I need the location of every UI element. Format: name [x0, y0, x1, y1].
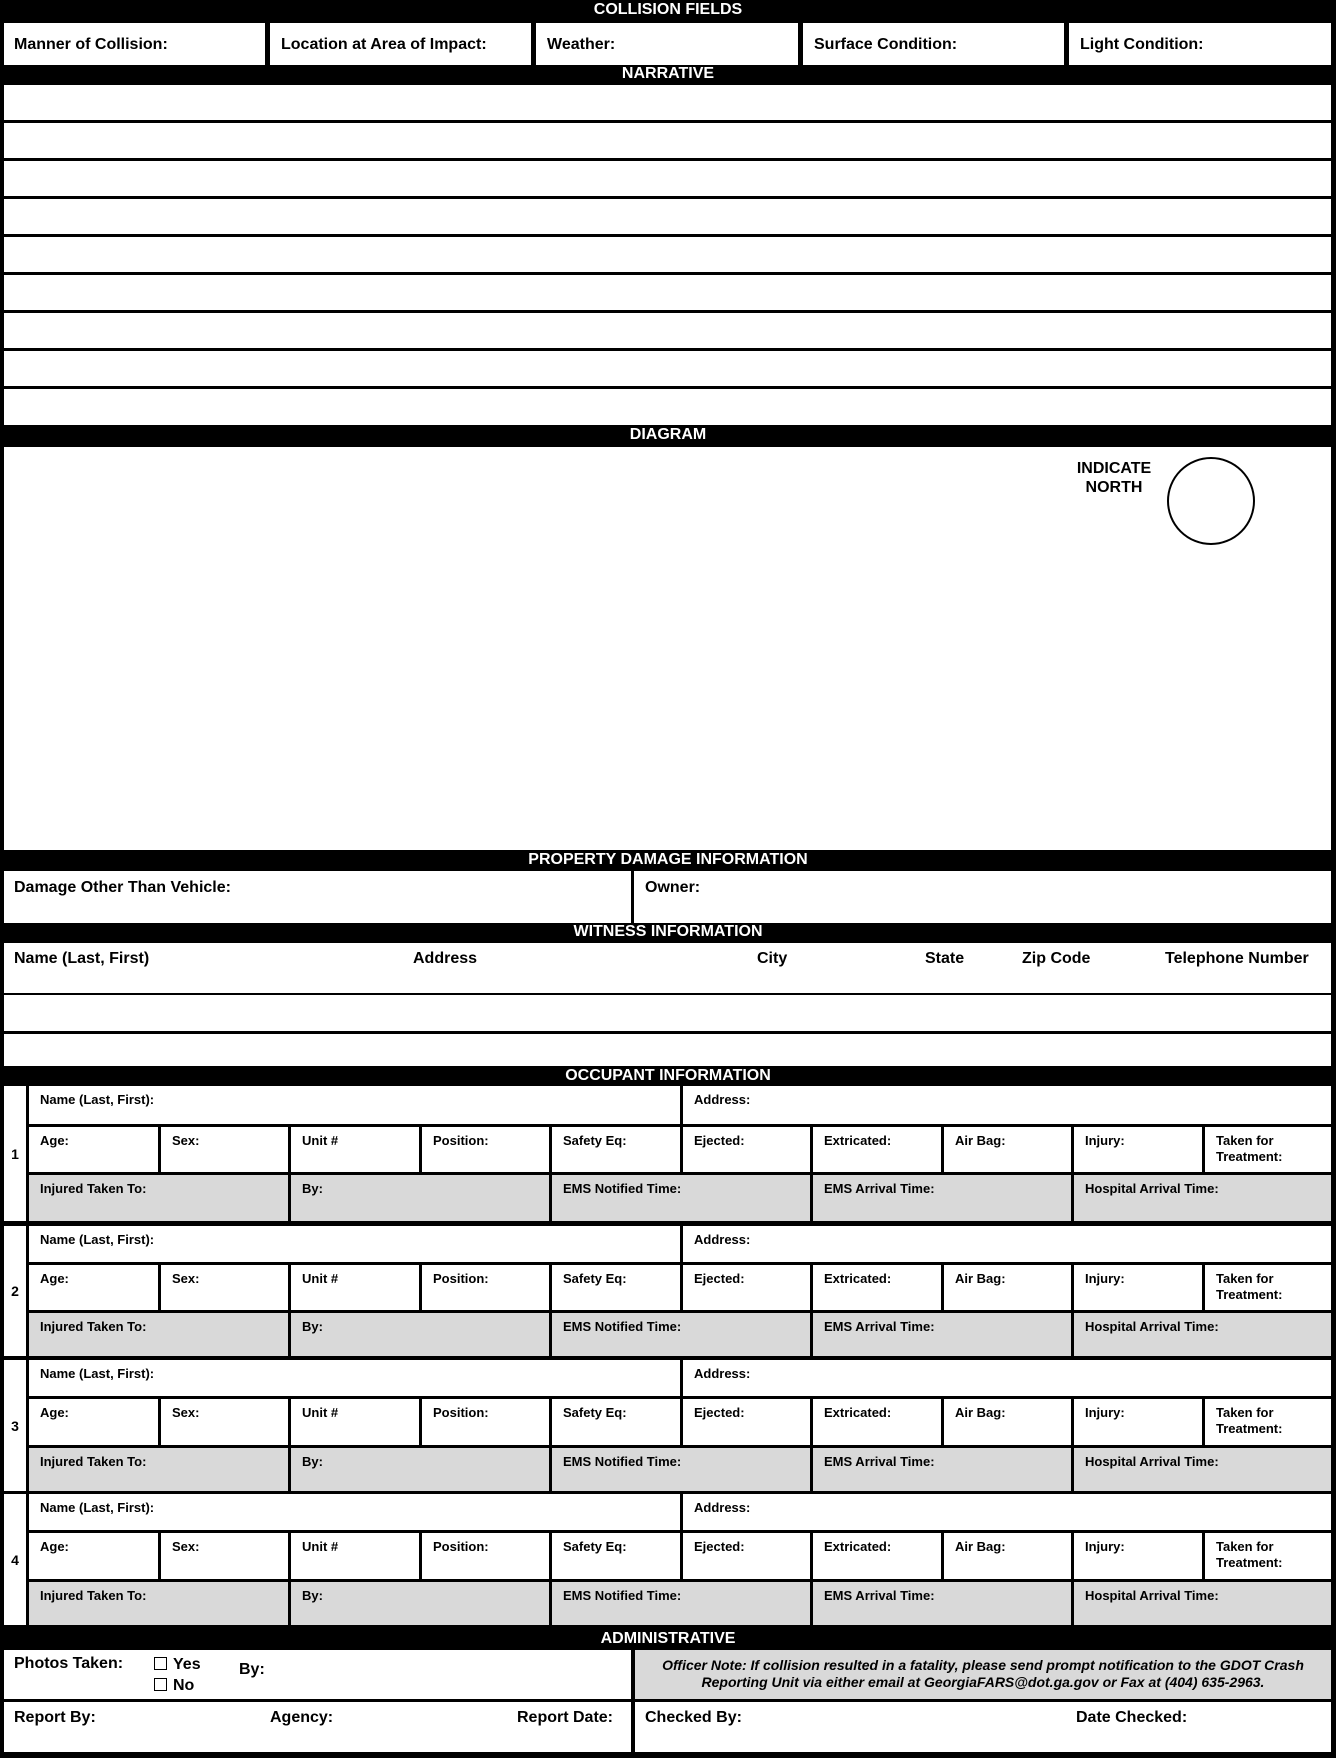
occupant-age-field[interactable]: Age: [29, 1127, 158, 1172]
indicate-label: INDICATE [1076, 460, 1152, 477]
agency-label: Agency: [270, 1709, 334, 1726]
owner-label: Owner: [645, 879, 701, 896]
narrative-line[interactable] [4, 161, 1331, 196]
photos-taken-field [4, 1650, 631, 1699]
occupant-taken-for-treatment-field[interactable]: Taken for Treatment: [1205, 1533, 1331, 1579]
north-compass-circle[interactable] [1167, 457, 1255, 545]
occupant-by-field[interactable]: By: [291, 1313, 549, 1356]
location-at-impact-field[interactable] [270, 23, 531, 65]
narrative-line[interactable] [4, 275, 1331, 310]
narrative-line[interactable] [4, 85, 1331, 120]
occupant-number: 4 [4, 1494, 26, 1625]
occupant-number: 1 [4, 1086, 26, 1221]
occupant-safety-field[interactable]: Safety Eq: [552, 1127, 680, 1172]
occupant-injured-taken-to-field[interactable]: Injured Taken To: [29, 1582, 288, 1625]
occupant-injured-taken-to-field[interactable]: Injured Taken To: [29, 1313, 288, 1356]
damage-label: Damage Other Than Vehicle: [14, 879, 231, 896]
officer-note [635, 1650, 1331, 1699]
occupant-age-field[interactable]: Age: [29, 1399, 158, 1445]
occupant-age-field[interactable]: Age: [29, 1265, 158, 1310]
occupant-hospital-arrival-field[interactable]: Hospital Arrival Time: [1074, 1448, 1331, 1491]
occupant-name-field[interactable]: Name (Last, First): [29, 1494, 680, 1530]
photos-yes-option[interactable]: Yes [154, 1656, 201, 1674]
occupant-hospital-arrival-field[interactable]: Hospital Arrival Time: [1074, 1313, 1331, 1356]
occupant-name-field[interactable]: Name (Last, First): [29, 1360, 680, 1396]
occupant-ems-notified-field[interactable]: EMS Notified Time: [552, 1313, 810, 1356]
weather-label: Weather: [547, 36, 616, 53]
checked-by-row[interactable] [635, 1702, 1331, 1752]
owner-field[interactable] [634, 871, 1331, 923]
occupant-airbag-field[interactable]: Air Bag: [944, 1127, 1071, 1172]
witness-row[interactable] [4, 995, 1331, 1031]
occupant-sex-field[interactable]: Sex: [161, 1399, 288, 1445]
administrative-header: ADMINISTRATIVE [600, 1630, 736, 1647]
occupant-ems-notified-field[interactable]: EMS Notified Time: [552, 1175, 810, 1221]
occupant-airbag-field[interactable]: Air Bag: [944, 1533, 1071, 1579]
witness-name-col: Name (Last, First) [14, 950, 150, 967]
occupant-ejected-field[interactable]: Ejected: [683, 1399, 810, 1445]
occupant-safety-field[interactable]: Safety Eq: [552, 1533, 680, 1579]
narrative-line[interactable] [4, 351, 1331, 386]
witness-state-col: State [925, 950, 965, 967]
photos-no-option[interactable]: No [154, 1677, 194, 1695]
occupant-taken-for-treatment-field[interactable]: Taken for Treatment: [1205, 1127, 1331, 1172]
occupant-position-field[interactable]: Position: [422, 1533, 549, 1579]
occupant-unit-field[interactable]: Unit # [291, 1533, 419, 1579]
occupant-ejected-field[interactable]: Ejected: [683, 1533, 810, 1579]
occupant-sex-field[interactable]: Sex: [161, 1127, 288, 1172]
occupant-by-field[interactable]: By: [291, 1582, 549, 1625]
narrative-header: NARRATIVE [621, 65, 715, 82]
narrative-line[interactable] [4, 199, 1331, 234]
manner-of-collision-label: Manner of Collision: [14, 36, 168, 53]
occupant-by-field[interactable]: By: [291, 1175, 549, 1221]
light-condition-label: Light Condition: [1080, 36, 1204, 53]
occupant-address-field[interactable]: Address: [683, 1226, 1331, 1262]
occupant-injury-field[interactable]: Injury: [1074, 1533, 1202, 1579]
occupant-position-field[interactable]: Position: [422, 1399, 549, 1445]
occupant-name-field[interactable]: Name (Last, First): [29, 1226, 680, 1262]
occupant-address-field[interactable]: Address: [683, 1360, 1331, 1396]
report-by-label: Report By: [14, 1709, 96, 1726]
occupant-address-field[interactable]: Address: [683, 1086, 1331, 1124]
occupant-address-field[interactable]: Address: [683, 1494, 1331, 1530]
date-checked-label: Date Checked: [1076, 1709, 1188, 1726]
surface-condition-label: Surface Condition: [814, 36, 958, 53]
occupant-safety-field[interactable]: Safety Eq: [552, 1265, 680, 1310]
occupant-number: 3 [4, 1360, 26, 1491]
occupant-safety-field[interactable]: Safety Eq: [552, 1399, 680, 1445]
occupant-hospital-arrival-field[interactable]: Hospital Arrival Time: [1074, 1175, 1331, 1221]
damage-other-than-vehicle-field[interactable] [4, 871, 631, 923]
occupant-sex-field[interactable]: Sex: [161, 1265, 288, 1310]
occupant-unit-field[interactable]: Unit # [291, 1127, 419, 1172]
occupant-airbag-field[interactable]: Air Bag: [944, 1265, 1071, 1310]
occupant-extricated-field[interactable]: Extricated: [813, 1399, 941, 1445]
occupant-injury-field[interactable]: Injury: [1074, 1127, 1202, 1172]
occupant-hospital-arrival-field[interactable]: Hospital Arrival Time: [1074, 1582, 1331, 1625]
occupant-position-field[interactable]: Position: [422, 1127, 549, 1172]
witness-zip-col: Zip Code [1022, 950, 1091, 967]
occupant-ems-arrival-field[interactable]: EMS Arrival Time: [813, 1582, 1071, 1625]
officer-note-line-2: Reporting Unit via either email at GeorgiaFARS@dot.ga.gov or Fax at (404) 635-2963. [701, 1674, 1265, 1690]
occupant-position-field[interactable]: Position: [422, 1265, 549, 1310]
photos-by-label[interactable]: By: [239, 1661, 265, 1678]
occupant-name-field[interactable]: Name (Last, First): [29, 1086, 680, 1124]
collision-fields-header: COLLISION FIELDS [593, 1, 743, 18]
narrative-line[interactable] [4, 389, 1331, 425]
occupant-extricated-field[interactable]: Extricated: [813, 1265, 941, 1310]
manner-of-collision-field[interactable] [4, 23, 265, 65]
north-label: NORTH [1085, 479, 1143, 496]
photos-taken-label: Photos Taken: [14, 1655, 124, 1672]
occupant-extricated-field[interactable]: Extricated: [813, 1127, 941, 1172]
occupant-extricated-field[interactable]: Extricated: [813, 1533, 941, 1579]
officer-note-line-1: Officer Note: If collision resulted in a fatality, please send prompt notification to the GDOT Crash [662, 1657, 1304, 1673]
occupant-ejected-field[interactable]: Ejected: [683, 1265, 810, 1310]
narrative-line[interactable] [4, 123, 1331, 158]
report-by-row[interactable] [4, 1702, 631, 1752]
occupant-ems-arrival-field[interactable]: EMS Arrival Time: [813, 1313, 1071, 1356]
occupant-sex-field[interactable]: Sex: [161, 1533, 288, 1579]
occupant-unit-field[interactable]: Unit # [291, 1399, 419, 1445]
narrative-line[interactable] [4, 237, 1331, 272]
light-condition-field[interactable] [1069, 23, 1331, 65]
surface-condition-field[interactable] [803, 23, 1064, 65]
occupant-ems-arrival-field[interactable]: EMS Arrival Time: [813, 1448, 1071, 1491]
weather-field[interactable] [536, 23, 798, 65]
occupant-ems-arrival-field[interactable]: EMS Arrival Time: [813, 1175, 1071, 1221]
occupant-age-field[interactable]: Age: [29, 1533, 158, 1579]
occupant-taken-for-treatment-field[interactable]: Taken for Treatment: [1205, 1265, 1331, 1310]
witness-header: WITNESS INFORMATION [573, 923, 763, 940]
occupant-airbag-field[interactable]: Air Bag: [944, 1399, 1071, 1445]
occupant-taken-for-treatment-field[interactable]: Taken for Treatment: [1205, 1399, 1331, 1445]
no-checkbox[interactable] [154, 1678, 167, 1691]
witness-address-col: Address [413, 950, 478, 967]
location-at-impact-label: Location at Area of Impact: [281, 36, 487, 53]
occupant-unit-field[interactable]: Unit # [291, 1265, 419, 1310]
occupant-injured-taken-to-field[interactable]: Injured Taken To: [29, 1448, 288, 1491]
occupant-number: 2 [4, 1226, 26, 1356]
witness-phone-col: Telephone Number [1165, 950, 1309, 967]
diagram-area[interactable] [4, 447, 1331, 850]
occupant-ems-notified-field[interactable]: EMS Notified Time: [552, 1448, 810, 1491]
checked-by-label: Checked By: [645, 1709, 742, 1726]
yes-checkbox[interactable] [154, 1657, 167, 1670]
report-date-label: Report Date: [517, 1709, 614, 1726]
witness-row[interactable] [4, 943, 1331, 993]
occupant-header: OCCUPANT INFORMATION [565, 1067, 771, 1084]
witness-city-col: City [757, 950, 788, 967]
occupant-ejected-field[interactable]: Ejected: [683, 1127, 810, 1172]
occupant-injury-field[interactable]: Injury: [1074, 1399, 1202, 1445]
narrative-line[interactable] [4, 313, 1331, 348]
occupant-injured-taken-to-field[interactable]: Injured Taken To: [29, 1175, 288, 1221]
occupant-injury-field[interactable]: Injury: [1074, 1265, 1202, 1310]
witness-row[interactable] [4, 1034, 1331, 1066]
occupant-by-field[interactable]: By: [291, 1448, 549, 1491]
property-damage-header: PROPERTY DAMAGE INFORMATION [528, 851, 808, 868]
diagram-header: DIAGRAM [629, 426, 707, 443]
occupant-ems-notified-field[interactable]: EMS Notified Time: [552, 1582, 810, 1625]
